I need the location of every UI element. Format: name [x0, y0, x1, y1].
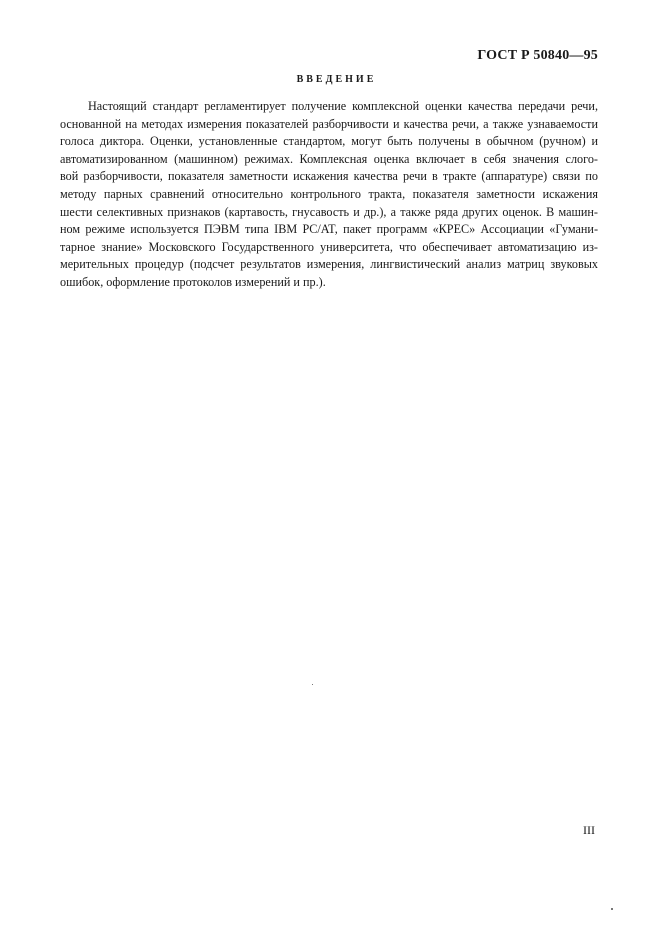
paragraph-line: автоматизированном (машинном) режимах. Комплексная оценка включает в себя значения слого- — [60, 151, 598, 166]
scan-speck — [312, 684, 313, 685]
paragraph-line: мерительных процедур (подсчет результатов измерения, лингвистический анализ матриц звуковых — [60, 257, 598, 272]
introduction-paragraph — [60, 98, 598, 292]
paragraph-line: методу парных сравнений относительно контрольного тракта, показателя заметности искажения — [60, 186, 598, 201]
paragraph-line: ном режиме используется ПЭВМ типа IBM PC/AT, пакет программ «КРЕС» Ассоциации «Гумани- — [60, 222, 598, 237]
paragraph-line: шести селективных признаков (картавость, гнусавость и др.), а также ряда других оценок. В машин- — [60, 204, 598, 219]
paragraph-line: ошибок, оформление протоколов измерений и пр.). — [60, 274, 326, 289]
paragraph-line: голоса диктора. Оценки, установленные стандартом, могут быть получены в обычном (ручном) и — [60, 134, 598, 149]
scan-speck — [611, 908, 613, 910]
paragraph-line: Настоящий стандарт регламентирует получение комплексной оценки качества передачи речи, — [88, 99, 598, 113]
paragraph-line: тарное знание» Московского Государственного университета, что обеспечивает автоматизацию из- — [60, 239, 598, 254]
page-number: III — [583, 823, 595, 837]
paragraph-line: основанной на методах измерения показателей разборчивости и качества речи, а также узнаваемости — [60, 116, 598, 131]
paragraph-line: вой разборчивости, показателя заметности искажения качества речи в тракте (аппаратуре) связи по — [60, 169, 598, 184]
standard-code: ГОСТ Р 50840—95 — [477, 48, 598, 63]
section-title: ВВЕДЕНИЕ — [296, 74, 377, 85]
